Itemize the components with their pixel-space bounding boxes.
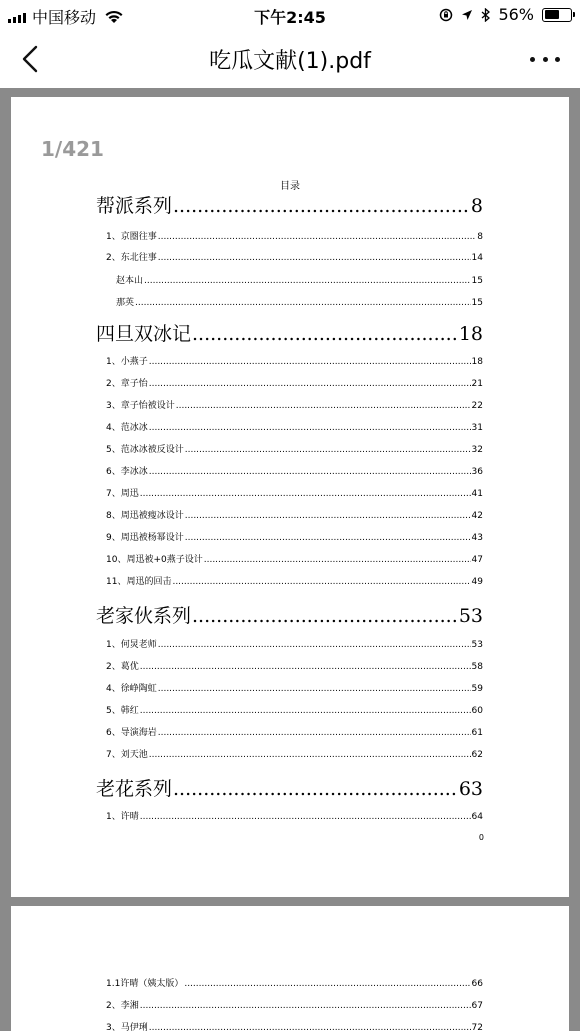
toc-section-title: 老家伙系列: [96, 605, 192, 627]
toc-leader-dots: [173, 778, 458, 800]
bluetooth-icon: [481, 8, 490, 22]
rotation-lock-icon: [439, 8, 453, 22]
toc-leader-dots: [158, 232, 477, 242]
battery-icon: [542, 8, 572, 22]
toc-entry-row[interactable]: [96, 703, 483, 716]
location-icon: [461, 9, 473, 21]
page-indicator: 1/421: [41, 137, 104, 161]
toc-page-number: 18: [458, 323, 483, 345]
toc-entry-row[interactable]: [96, 486, 483, 499]
toc-page-number: 36: [471, 467, 483, 477]
toc-leader-dots: [192, 605, 458, 627]
toc-entry-row[interactable]: [96, 354, 483, 367]
toc-entry-row[interactable]: [96, 659, 483, 672]
status-bar: [0, 0, 580, 30]
status-right: [439, 5, 572, 24]
toc-page-number: 15: [471, 298, 483, 308]
toc-entry-row[interactable]: [96, 295, 483, 308]
toc-entry-row[interactable]: [96, 725, 483, 738]
toc-page-number: 18: [471, 357, 483, 367]
toc-entry-title: 6、李冰冰: [106, 467, 148, 477]
toc-entry-title: 2、章子怡: [106, 379, 148, 389]
toc-page-number: 8: [470, 195, 483, 217]
toc-entry-row[interactable]: [96, 464, 483, 477]
toc-entry-title: 5、范冰冰被反设计: [106, 445, 184, 455]
toc-page-number: 21: [471, 379, 483, 389]
toc-entry-row[interactable]: [96, 976, 483, 989]
toc-page-number: 31: [471, 423, 483, 433]
toc-entry-row[interactable]: [96, 398, 483, 411]
toc-leader-dots: [184, 979, 470, 989]
toc-page-number: 8: [477, 232, 483, 242]
toc-leader-dots: [158, 728, 471, 738]
toc-entry-row[interactable]: [96, 809, 483, 822]
toc-leader-dots: [185, 533, 471, 543]
toc-page-number: 41: [471, 489, 483, 499]
toc-entry-row[interactable]: [96, 574, 483, 587]
more-horizontal-icon: [530, 57, 535, 62]
toc-page-number: 60: [471, 706, 483, 716]
toc-page-number: 32: [471, 445, 483, 455]
toc-page-number: 14: [471, 253, 483, 263]
toc-entry-row[interactable]: [96, 552, 483, 565]
toc-page-number: 53: [471, 640, 483, 650]
toc-leader-dots: [149, 423, 471, 433]
pdf-page-2: [11, 906, 569, 1031]
toc-page-number: 58: [471, 662, 483, 672]
toc-leader-dots: [173, 195, 470, 217]
toc-leader-dots: [172, 577, 470, 587]
toc-entry-title: 1、许晴: [106, 812, 139, 822]
toc-section-title: 四旦双冰记: [96, 323, 192, 345]
toc-entry-title: 那英: [116, 298, 135, 308]
toc-leader-dots: [149, 357, 471, 367]
toc-entry-title: 6、导演海岩: [106, 728, 157, 738]
toc-page-number: 62: [471, 750, 483, 760]
toc-entry-row[interactable]: [96, 250, 483, 263]
toc-leader-dots: [140, 489, 471, 499]
toc-entry-title: 2、东北往事: [106, 253, 157, 263]
toc-page-number: 15: [471, 276, 483, 286]
toc-page-number: 64: [471, 812, 483, 822]
toc-entry-row[interactable]: [96, 747, 483, 760]
toc-section-title: 老花系列: [96, 778, 173, 800]
toc-leader-dots: [149, 467, 471, 477]
pdf-page-1: [11, 97, 569, 897]
toc-section-row[interactable]: [96, 601, 483, 628]
toc-section-row[interactable]: [96, 774, 483, 801]
toc-section-row[interactable]: [96, 319, 483, 346]
toc-entry-title: 7、周迅: [106, 489, 139, 499]
toc-leader-dots: [149, 379, 471, 389]
toc-leader-dots: [185, 511, 471, 521]
toc-page-number: 61: [471, 728, 483, 738]
carrier-label: 中国移动: [32, 8, 97, 27]
toc-leader-dots: [140, 706, 471, 716]
toc-leader-dots: [158, 253, 471, 263]
toc-entry-title: 1、京圈往事: [106, 232, 157, 242]
toc-entry-title: 2、葛优: [106, 662, 139, 672]
toc-entry-row[interactable]: [96, 530, 483, 543]
toc-leader-dots: [140, 662, 471, 672]
toc-entry-row[interactable]: [96, 998, 483, 1011]
toc-title: 目录: [280, 181, 300, 192]
toc-page-number: 53: [458, 605, 483, 627]
toc-page-number: 22: [471, 401, 483, 411]
more-button[interactable]: [530, 52, 560, 66]
toc-leader-dots: [144, 276, 471, 286]
toc-page-number: 67: [471, 1001, 483, 1011]
toc-page-number: 43: [471, 533, 483, 543]
toc-leader-dots: [149, 1023, 471, 1031]
battery-percent: 56%: [498, 5, 534, 24]
toc-entry-title: 4、范冰冰: [106, 423, 148, 433]
toc-entry-title: 赵本山: [116, 276, 144, 286]
toc-entry-title: 8、周迅被瘦冰设计: [106, 511, 184, 521]
toc-page-number: 59: [471, 684, 483, 694]
battery-fill: [545, 10, 559, 19]
toc-leader-dots: [140, 1001, 471, 1011]
toc-entry-title: 9、周迅被杨幂设计: [106, 533, 184, 543]
toc-entry-title: 1.1许晴（姨太版）: [106, 979, 184, 989]
toc-page-number: 72: [471, 1023, 483, 1031]
page-footer-number: 0: [478, 833, 484, 842]
toc-entry-title: 1、何炅老师: [106, 640, 157, 650]
toc-entry-title: 2、李湘: [106, 1001, 139, 1011]
document-title: 吃瓜文献(1).pdf: [209, 49, 371, 74]
toc-entry-title: 10、周迅被+0燕子设计: [106, 555, 203, 565]
toc-leader-dots: [158, 640, 471, 650]
toc-leader-dots: [192, 323, 458, 345]
toc-entry-row[interactable]: [96, 637, 483, 650]
toc-leader-dots: [149, 750, 471, 760]
toc-entry-title: 11、周迅的回击: [106, 577, 172, 587]
toc-leader-dots: [204, 555, 471, 565]
toc-page-number: 49: [471, 577, 483, 587]
toc-entry-row[interactable]: [96, 376, 483, 389]
toc-leader-dots: [135, 298, 471, 308]
toc-page-number: 63: [458, 778, 483, 800]
toc-entry-row[interactable]: [96, 442, 483, 455]
nav-bar: [0, 30, 580, 88]
toc-entry-row[interactable]: [96, 420, 483, 433]
toc-entry-row[interactable]: [96, 273, 483, 286]
toc-page-number: 66: [471, 979, 483, 989]
toc-entry-title: 7、刘天池: [106, 750, 148, 760]
toc-section-row[interactable]: [96, 191, 483, 218]
toc-entry-row[interactable]: [96, 1020, 483, 1031]
toc-page-number: 42: [471, 511, 483, 521]
toc-leader-dots: [140, 812, 471, 822]
toc-leader-dots: [176, 401, 471, 411]
toc-leader-dots: [185, 445, 471, 455]
toc-entry-title: 3、章子怡被设计: [106, 401, 175, 411]
toc-section-title: 帮派系列: [96, 195, 173, 217]
toc-entry-title: 3、马伊琍: [106, 1023, 148, 1031]
status-time: 下午2:45: [254, 8, 326, 27]
toc-entry-title: 4、徐峥陶虹: [106, 684, 157, 694]
toc-entry-title: 5、韩红: [106, 706, 139, 716]
toc-leader-dots: [158, 684, 471, 694]
toc-entry-row[interactable]: [96, 508, 483, 521]
pdf-viewer[interactable]: [0, 88, 580, 1031]
toc-entry-title: 1、小燕子: [106, 357, 148, 367]
toc-entry-row[interactable]: [96, 681, 483, 694]
toc-page-number: 47: [471, 555, 483, 565]
toc-entry-row[interactable]: [96, 229, 483, 242]
